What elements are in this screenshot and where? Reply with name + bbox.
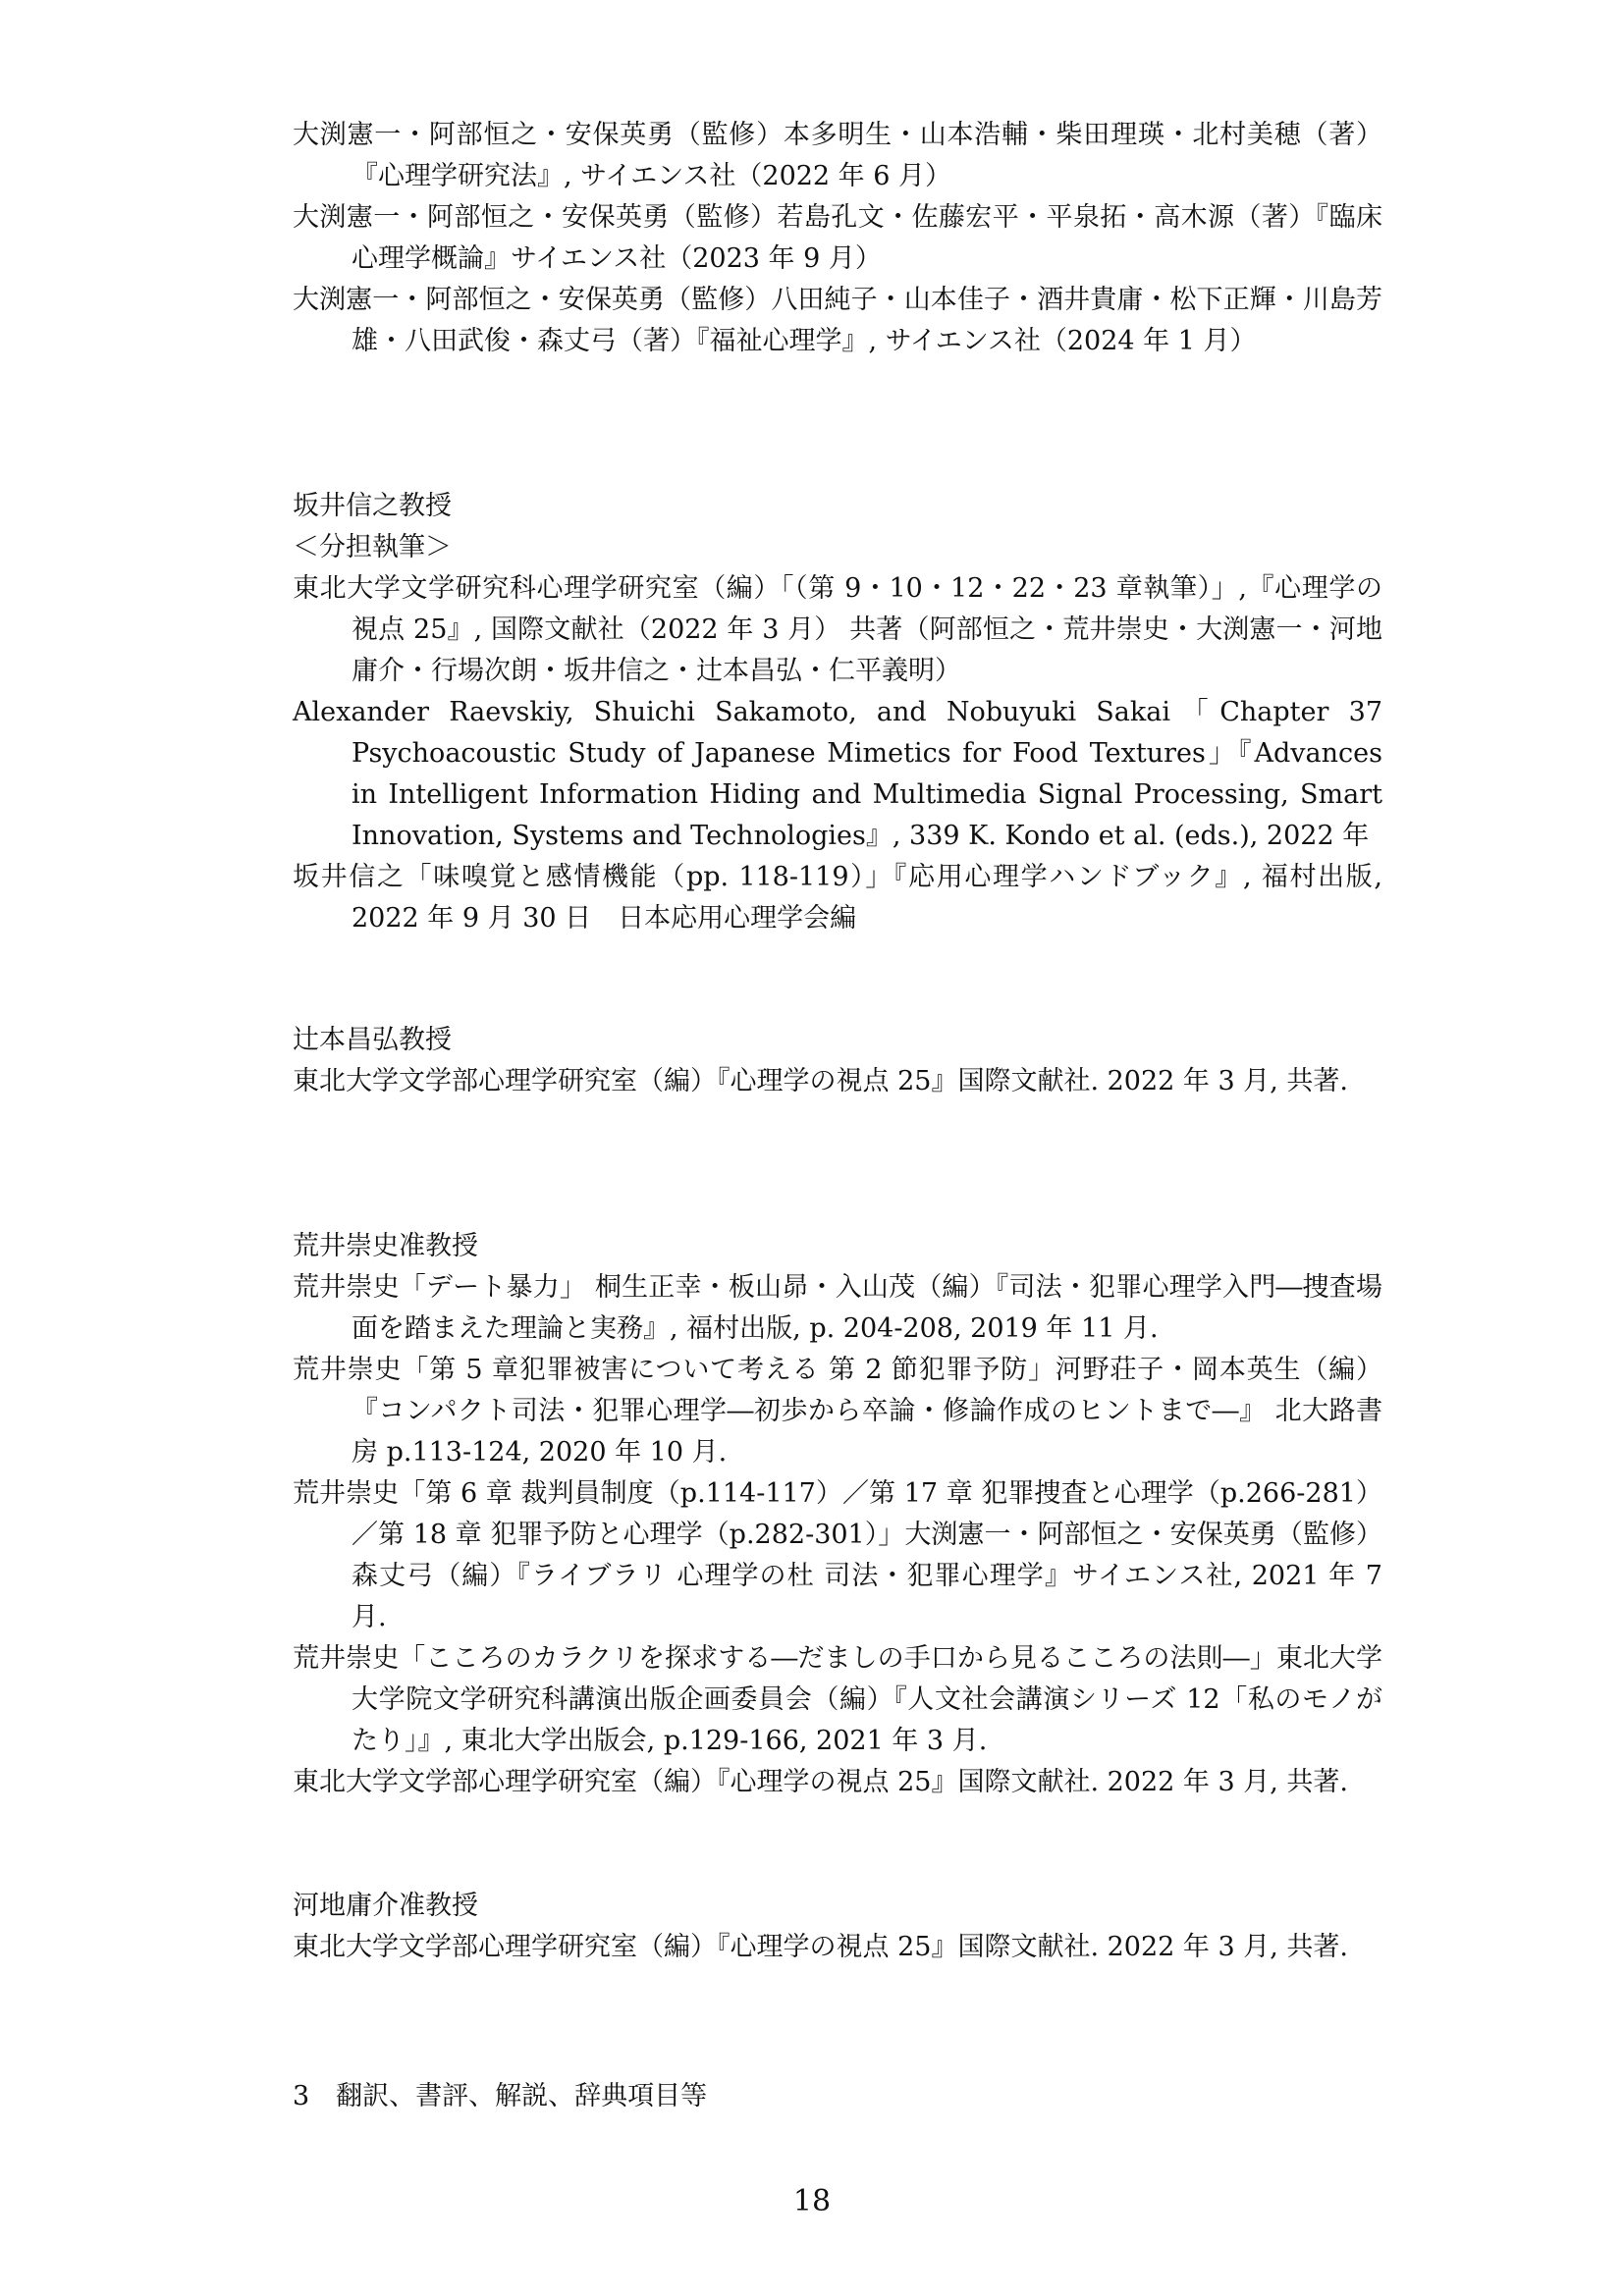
author-heading: 辻本昌弘教授 xyxy=(293,1025,452,1055)
bibliography-entry: 大渕憲一・阿部恒之・安保英勇（監修）八田純子・山本佳子・酒井貴庸・松下正輝・川島芳雄・八田武俊・森丈弓（著）『福祉心理学』, サイエンス社（2024 年 1 月） xyxy=(293,285,1382,356)
section3 xyxy=(293,2076,1382,2117)
arai-section xyxy=(293,1226,1382,1803)
bibliography-entry: 坂井信之「味嗅覚と感情機能（pp. 118-119）」『応用心理学ハンドブック』, 福村出版, 2022 年 9 月 30 日 日本応用心理学会編 xyxy=(293,862,1382,934)
author-heading: 坂井信之教授 xyxy=(293,491,452,521)
kawachi-section xyxy=(293,1886,1382,1968)
bibliography-entry: 東北大学文学部心理学研究室（編）『心理学の視点 25』国際文献社. 2022 年 3 月, 共著. xyxy=(293,1066,1348,1096)
sakai-section xyxy=(293,486,1382,939)
bibliography-entry: 東北大学文学部心理学研究室（編）『心理学の視点 25』国際文献社. 2022 年 3 月, 共著. xyxy=(293,1932,1348,1962)
tsujimoto-section xyxy=(293,1020,1382,1102)
category-subheading: ＜分担執筆＞ xyxy=(293,532,452,562)
bibliography-entry: 大渕憲一・阿部恒之・安保英勇（監修）本多明生・山本浩輔・柴田理瑛・北村美穂（著）『心理学研究法』, サイエンス社（2022 年 6 月） xyxy=(293,120,1382,191)
author-heading: 河地庸介准教授 xyxy=(293,1891,478,1921)
bibliography-entry: 東北大学文学研究科心理学研究室（編）「（第 9・10・12・22・23 章執筆）」,『心理学の視点 25』, 国際文献社（2022 年 3 月） 共著（阿部恒之・荒井崇史・大渕憲一・河地庸介・行場次朗・坂井信之・辻本昌弘・仁平義明） xyxy=(293,573,1382,686)
bibliography-entry: 荒井崇史「こころのカラクリを探求する―だましの手口から見るこころの法則―」東北大学大学院文学研究科講演出版企画委員会（編）『人文社会講演シリーズ 12「私のモノがたり」』, 東北大学出版会, p.129-166, 2021 年 3 月. xyxy=(293,1643,1382,1756)
section-heading: 3 翻訳、書評、解説、辞典項目等 xyxy=(293,2081,708,2111)
top-entries-section xyxy=(293,115,1382,362)
bibliography-entry: 東北大学文学部心理学研究室（編）『心理学の視点 25』国際文献社. 2022 年 3 月, 共著. xyxy=(293,1767,1348,1797)
page-number: 18 xyxy=(792,2184,832,2218)
bibliography-entry: 荒井崇史「デート暴力」 桐生正幸・板山昴・入山茂（編）『司法・犯罪心理学入門―捜査場面を踏まえた理論と実務』, 福村出版, p. 204-208, 2019 年 11 月. xyxy=(293,1272,1382,1344)
bibliography-entry: 荒井崇史「第 6 章 裁判員制度（p.114-117）／第 17 章 犯罪捜査と心理学（p.266-281）／第 18 章 犯罪予防と心理学（p.282-301）」大渕憲一・阿部恒之・安保英勇（監修）森丈弓（編）『ライブラリ 心理学の杜 司法・犯罪心理学』サイエンス社, 2021 年 7 月. xyxy=(293,1478,1382,1632)
bibliography-entry: 大渕憲一・阿部恒之・安保英勇（監修）若島孔文・佐藤宏平・平泉拓・高木源（著）『臨床心理学概論』サイエンス社（2023 年 9 月） xyxy=(293,202,1382,274)
bibliography-entry: Alexander Raevskiy, Shuichi Sakamoto, and Nobuyuki Sakai「Chapter 37 Psychoacoustic Study of Japanese Mimetics for Food Textures」『Advances in Intelligent Information Hiding and Multimedia Signal Processing, Smart Innovation, Systems and Technologies』, 339 K. Kondo et al. (eds.), 2022 年 xyxy=(293,697,1382,851)
bibliography-entry: 荒井崇史「第 5 章犯罪被害について考える 第 2 節犯罪予防」河野荘子・岡本英生（編）『コンパクト司法・犯罪心理学―初歩から卒論・修論作成のヒントまで―』 北大路書房 p.113-124, 2020 年 10 月. xyxy=(293,1355,1382,1468)
author-heading: 荒井崇史准教授 xyxy=(293,1231,478,1261)
